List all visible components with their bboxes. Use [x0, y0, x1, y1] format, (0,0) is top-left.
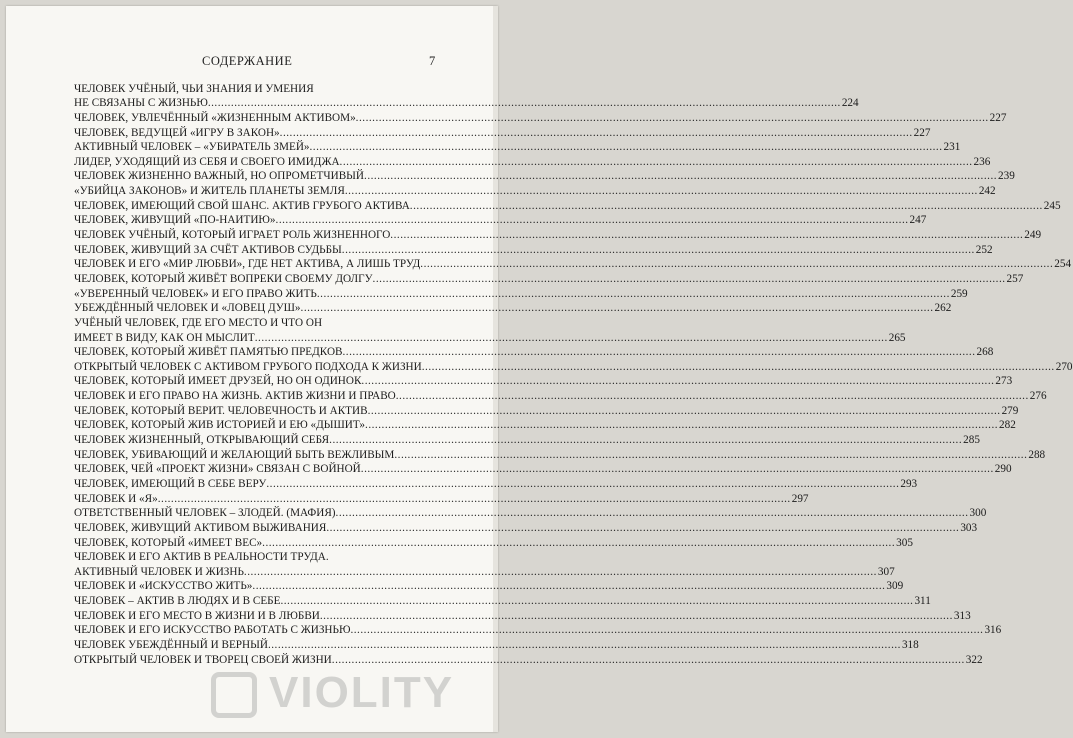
toc-entry — [74, 271, 1024, 286]
toc-entry-page: 300 — [969, 507, 987, 520]
toc-entry-page: 242 — [978, 185, 996, 198]
toc-entry-page: 293 — [900, 477, 918, 490]
toc-entry-title: ЧЕЛОВЕК, ЖИВУЩИЙ АКТИВОМ ВЫЖИВАНИЯ — [74, 521, 327, 534]
toc-leader-dots — [158, 493, 791, 506]
toc-leader-dots — [361, 375, 994, 388]
toc-entry-page: 254 — [1054, 258, 1072, 271]
toc-entry — [74, 140, 961, 155]
toc-leader-dots — [329, 434, 962, 447]
toc-leader-dots — [208, 97, 841, 110]
toc-entry — [74, 315, 447, 330]
toc-entry-page: 227 — [989, 111, 1007, 124]
toc-entry — [74, 301, 952, 316]
page-header — [6, 54, 498, 72]
toc-entry — [74, 550, 447, 565]
toc-entry-page: 297 — [791, 492, 809, 505]
toc-leader-dots — [361, 463, 994, 476]
toc-entry — [74, 403, 1019, 418]
toc-leader-dots — [326, 522, 959, 535]
watermark — [211, 668, 496, 728]
toc-entry — [74, 506, 987, 521]
toc-entry-title: ЧЕЛОВЕК, КОТОРЫЙ ИМЕЕТ ДРУЗЕЙ, НО ОН ОДИНОК — [74, 375, 362, 388]
toc-entry — [74, 476, 918, 491]
toc-leader-dots — [356, 112, 989, 125]
toc-entry-page: 231 — [943, 141, 961, 154]
toc-entry — [74, 227, 1042, 242]
toc-entry-page: 316 — [984, 624, 1002, 637]
toc-leader-dots — [410, 200, 1043, 213]
violity-logo-icon — [211, 672, 257, 718]
toc-entry — [74, 593, 931, 608]
toc-entry-page: 257 — [1006, 272, 1024, 285]
toc-leader-dots — [266, 478, 899, 491]
toc-entry-title: ОТВЕТСТВЕННЫЙ ЧЕЛОВЕК – ЗЛОДЕЙ. (МАФИЯ) — [74, 507, 336, 520]
toc-entry — [74, 623, 1002, 638]
toc-entry-page: 252 — [975, 243, 993, 256]
toc-leader-dots — [280, 127, 913, 140]
toc-entry-page: 305 — [896, 536, 913, 549]
toc-entry — [74, 564, 895, 579]
toc-leader-dots — [396, 390, 1029, 403]
toc-entry — [74, 652, 983, 667]
toc-entry — [74, 81, 447, 96]
toc-leader-dots — [422, 361, 1055, 374]
toc-entry-page: 236 — [973, 155, 991, 168]
toc-entry — [74, 125, 931, 140]
toc-entry-page: 224 — [841, 97, 859, 110]
toc-entry-page: 239 — [998, 170, 1015, 183]
toc-entry-title: АКТИВНЫЙ ЧЕЛОВЕК – «УБИРАТЕЛЬ ЗМЕЙ» — [74, 141, 310, 154]
toc-entry-title: ЧЕЛОВЕК, ЖИВУЩИЙ «ПО-НАИТИЮ» — [74, 214, 276, 227]
toc-entry-page: 270 — [1055, 360, 1073, 373]
watermark-text: VIOLITY — [269, 668, 455, 717]
toc-entry-title: ЧЕЛОВЕК, КОТОРЫЙ ЖИВЁТ ПАМЯТЬЮ ПРЕДКОВ — [74, 346, 343, 359]
toc-leader-dots — [268, 639, 901, 652]
toc-entry-title: ЧЕЛОВЕК, КОТОРЫЙ ЖИВЁТ ВОПРЕКИ СВОЕМУ ДОЛГУ — [74, 272, 373, 285]
toc-entry-page: 303 — [960, 521, 978, 534]
toc-entry — [74, 374, 1013, 389]
toc-entry-title: ЧЕЛОВЕК, ИМЕЮЩИЙ В СЕБЕ ВЕРУ — [74, 477, 267, 490]
toc-entry-title: ЧЕЛОВЕК И ЕГО ПРАВО НА ЖИЗНЬ. АКТИВ ЖИЗНИ И ПРАВО — [74, 390, 396, 403]
toc-entry — [74, 447, 1046, 462]
toc-entry-page: 273 — [995, 375, 1013, 388]
toc-leader-dots — [343, 346, 976, 359]
toc-leader-dots — [310, 141, 943, 154]
toc-leader-dots — [276, 214, 909, 227]
toc-entry-title: ЧЕЛОВЕК, ВЕДУЩЕЙ «ИГРУ В ЗАКОН» — [74, 126, 280, 139]
toc-entry — [74, 432, 980, 447]
toc-entry — [74, 359, 1073, 374]
toc-leader-dots — [420, 258, 1053, 271]
toc-entry — [74, 169, 1015, 184]
toc-entry-page: 247 — [909, 214, 927, 227]
toc-leader-dots — [340, 156, 973, 169]
toc-leader-dots — [317, 288, 950, 301]
toc-leader-dots — [252, 580, 885, 593]
toc-entry-title: ИМЕЕТ В ВИДУ, КАК ОН МЫСЛИТ — [74, 331, 255, 344]
toc-entry — [74, 154, 991, 169]
toc-leader-dots — [255, 332, 888, 345]
toc-entry-title: УЧЁНЫЙ ЧЕЛОВЕК, ГДЕ ЕГО МЕСТО И ЧТО ОН — [74, 316, 323, 329]
toc-entry-page: 313 — [953, 609, 971, 622]
table-of-contents — [74, 81, 1073, 667]
toc-entry-title: ЛИДЕР, УХОДЯЩИЙ ИЗ СЕБЯ И СВОЕГО ИМИДЖА — [74, 155, 340, 168]
toc-entry-title: «УВЕРЕННЫЙ ЧЕЛОВЕК» И ЕГО ПРАВО ЖИТЬ — [74, 287, 317, 300]
toc-leader-dots — [280, 595, 913, 608]
toc-leader-dots — [301, 302, 934, 315]
toc-entry — [74, 520, 978, 535]
toc-leader-dots — [350, 624, 983, 637]
toc-entry — [74, 183, 996, 198]
toc-leader-dots — [345, 185, 978, 198]
toc-entry — [74, 330, 906, 345]
toc-entry-page: 288 — [1028, 448, 1046, 461]
toc-entry-page: 268 — [976, 346, 994, 359]
toc-entry-title: ЧЕЛОВЕК, КОТОРЫЙ «ИМЕЕТ ВЕС» — [74, 536, 263, 549]
toc-entry-title: ЧЕЛОВЕК, ИМЕЮЩИЙ СВОЙ ШАНС. АКТИВ ГРУБОГО АКТИВА — [74, 199, 410, 212]
toc-entry-title: УБЕЖДЁННЫЙ ЧЕЛОВЕК И «ЛОВЕЦ ДУШ» — [74, 302, 301, 315]
toc-leader-dots — [390, 229, 1023, 242]
toc-entry — [74, 491, 809, 506]
toc-entry-title: «УБИЙЦА ЗАКОНОВ» И ЖИТЕЛЬ ПЛАНЕТЫ ЗЕМЛЯ — [74, 185, 345, 198]
toc-entry-title: НЕ СВЯЗАНЫ С ЖИЗНЬЮ — [74, 97, 208, 110]
toc-entry-page: 318 — [901, 638, 919, 651]
toc-entry-title: ЧЕЛОВЕК, КОТОРЫЙ ЖИВ ИСТОРИЕЙ И ЕЮ «ДЫШИТ» — [74, 419, 366, 432]
toc-entry-page: 322 — [965, 653, 983, 666]
toc-entry — [74, 462, 1012, 477]
toc-entry — [74, 286, 968, 301]
toc-entry — [74, 213, 927, 228]
toc-entry-title: ЧЕЛОВЕК ЖИЗНЕННЫЙ, ОТКРЫВАЮЩИЙ СЕБЯ — [74, 434, 330, 447]
toc-entry — [74, 608, 971, 623]
toc-entry-page: 311 — [914, 595, 931, 608]
toc-entry-title: ЧЕЛОВЕК, ЧЕЙ «ПРОЕКТ ЖИЗНИ» СВЯЗАН С ВОЙНОЙ — [74, 463, 361, 476]
toc-entry-page: 245 — [1043, 199, 1061, 212]
toc-entry — [74, 96, 859, 111]
toc-entry-page: 227 — [913, 126, 931, 139]
toc-entry-title: ЧЕЛОВЕК И ЕГО ИСКУССТВО РАБОТАТЬ С ЖИЗНЬЮ — [74, 624, 351, 637]
toc-entry — [74, 345, 994, 360]
toc-entry — [74, 388, 1047, 403]
toc-leader-dots — [244, 566, 877, 579]
toc-entry-title: ЧЕЛОВЕК, УВЛЕЧЁННЫЙ «ЖИЗНЕННЫМ АКТИВОМ» — [74, 111, 356, 124]
toc-entry — [74, 242, 993, 257]
toc-entry-page: 249 — [1024, 229, 1042, 242]
toc-leader-dots — [320, 610, 953, 623]
toc-entry — [74, 579, 904, 594]
toc-entry-title: ЧЕЛОВЕК ЖИЗНЕННО ВАЖНЫЙ, НО ОПРОМЕТЧИВЫЙ — [74, 170, 365, 183]
toc-entry-title: ЧЕЛОВЕК УБЕЖДЁННЫЙ И ВЕРНЫЙ — [74, 638, 268, 651]
page-number: 7 — [429, 54, 436, 68]
toc-entry-title: ЧЕЛОВЕК, ЖИВУЩИЙ ЗА СЧЁТ АКТИВОВ СУДЬБЫ — [74, 243, 342, 256]
toc-leader-dots — [336, 507, 969, 520]
toc-entry-title: ЧЕЛОВЕК УЧЁНЫЙ, КОТОРЫЙ ИГРАЕТ РОЛЬ ЖИЗНЕННОГО — [74, 229, 391, 242]
toc-entry-page: 282 — [999, 419, 1016, 432]
toc-entry-title: ЧЕЛОВЕК И «Я» — [74, 492, 158, 505]
toc-entry-title: ЧЕЛОВЕК УЧЁНЫЙ, ЧЬИ ЗНАНИЯ И УМЕНИЯ — [74, 82, 314, 95]
toc-leader-dots — [342, 244, 975, 257]
book-page — [6, 6, 1073, 732]
toc-leader-dots — [373, 273, 1006, 286]
toc-entry-title: ЧЕЛОВЕК, УБИВАЮЩИЙ И ЖЕЛАЮЩИЙ БЫТЬ ВЕЖЛИВЫМ — [74, 448, 395, 461]
toc-entry-title: ЧЕЛОВЕК И ЕГО АКТИВ В РЕАЛЬНОСТИ ТРУДА. — [74, 551, 329, 564]
toc-leader-dots — [262, 537, 895, 550]
toc-entry-page: 279 — [1001, 404, 1019, 417]
toc-entry-page: 259 — [950, 287, 968, 300]
toc-entry-title: АКТИВНЫЙ ЧЕЛОВЕК И ЖИЗНЬ — [74, 565, 244, 578]
toc-entry-title: ЧЕЛОВЕК, КОТОРЫЙ ВЕРИТ. ЧЕЛОВЕЧНОСТЬ И АКТИВ — [74, 404, 368, 417]
toc-leader-dots — [365, 419, 998, 432]
toc-entry-page: 290 — [994, 463, 1012, 476]
toc-entry-page: 309 — [886, 580, 904, 593]
toc-entry — [74, 637, 919, 652]
toc-entry-page: 265 — [888, 331, 906, 344]
toc-entry — [74, 418, 1016, 433]
toc-entry-page: 276 — [1029, 390, 1047, 403]
toc-entry-title: ЧЕЛОВЕК И ЕГО «МИР ЛЮБВИ», ГДЕ НЕТ АКТИВА, А ЛИШЬ ТРУД — [74, 258, 421, 271]
toc-entry-title: ОТКРЫТЫЙ ЧЕЛОВЕК И ТВОРЕЦ СВОЕЙ ЖИЗНИ — [74, 653, 332, 666]
toc-entry-title: ЧЕЛОВЕК И ЕГО МЕСТО В ЖИЗНИ И В ЛЮБВИ — [74, 609, 320, 622]
toc-entry-page: 307 — [877, 565, 895, 578]
toc-leader-dots — [394, 449, 1027, 462]
toc-entry-page: 285 — [963, 434, 980, 447]
page-title: СОДЕРЖАНИЕ — [202, 54, 293, 68]
toc-entry-title: ЧЕЛОВЕК – АКТИВ В ЛЮДЯХ И В СЕБЕ — [74, 595, 281, 608]
toc-entry — [74, 535, 913, 550]
toc-leader-dots — [368, 405, 1001, 418]
toc-entry-title: ОТКРЫТЫЙ ЧЕЛОВЕК С АКТИВОМ ГРУБОГО ПОДХОДА К ЖИЗНИ — [74, 360, 422, 373]
toc-entry-title: ЧЕЛОВЕК И «ИСКУССТВО ЖИТЬ» — [74, 580, 253, 593]
toc-entry — [74, 110, 1007, 125]
toc-leader-dots — [332, 654, 965, 667]
toc-leader-dots — [364, 170, 997, 183]
toc-entry — [74, 198, 1061, 213]
toc-entry — [74, 257, 1072, 272]
toc-entry-page: 262 — [934, 302, 952, 315]
